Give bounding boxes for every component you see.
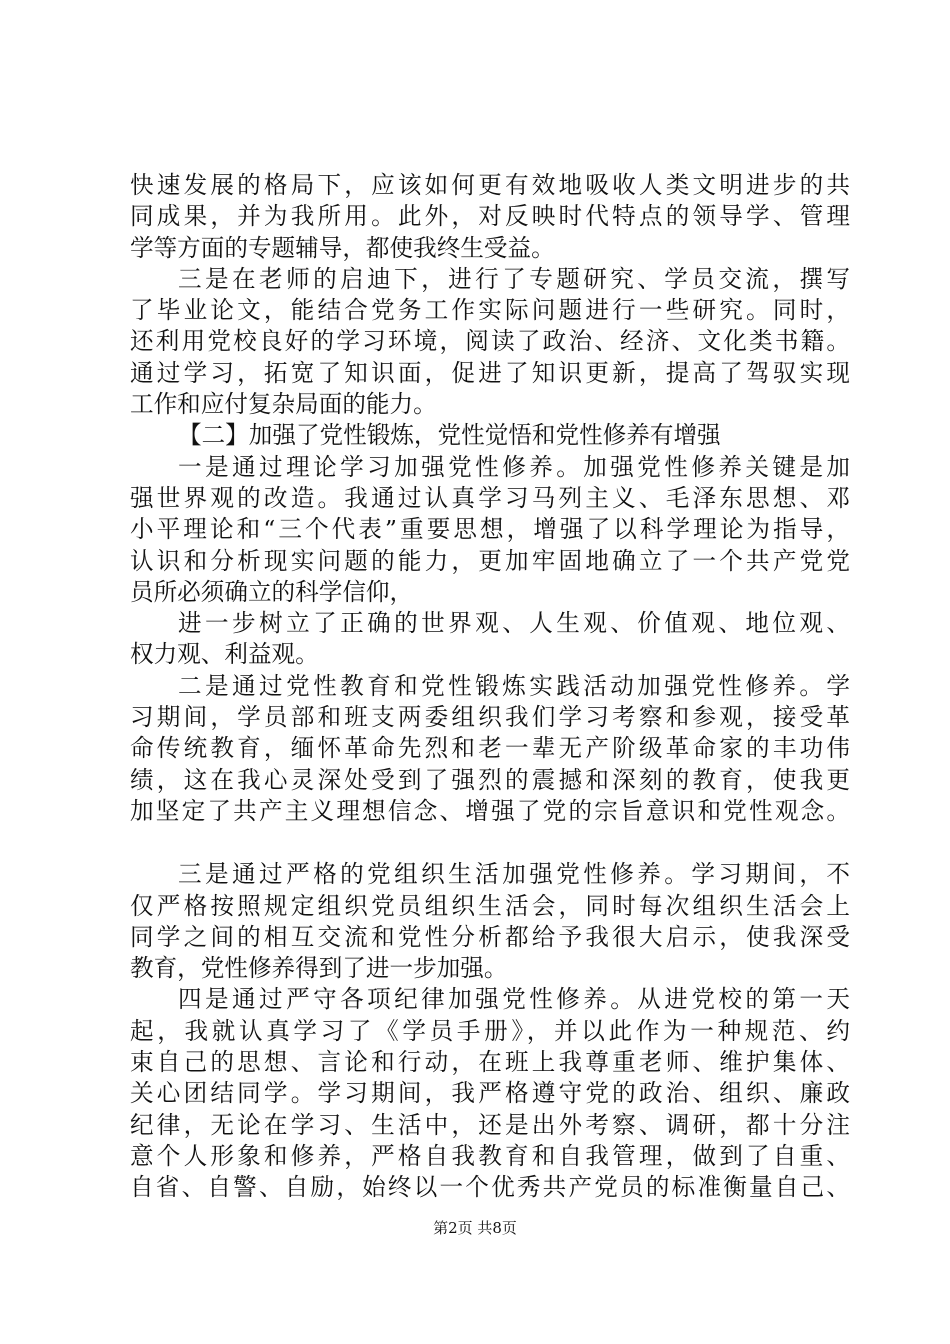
- text-line: 意个人形象和修养，严格自我教育和自我管理，做到了自重、: [130, 1141, 850, 1170]
- text-line: 权力观、利益观。: [130, 640, 319, 669]
- text-line: 进一步树立了正确的世界观、人生观、价值观、地位观、: [178, 609, 850, 638]
- page-number-footer: 第2页 共8页: [433, 1219, 517, 1237]
- text-line: 自省、自警、自励，始终以一个优秀共产党员的标准衡量自己、: [130, 1173, 850, 1202]
- text-line: 同学之间的相互交流和党性分析都给予我很大启示，使我深受: [130, 922, 850, 951]
- document-body: [130, 170, 850, 1204]
- text-line: 二是通过党性教育和党性锻炼实践活动加强党性修养。学: [178, 671, 850, 700]
- text-line: 一是通过理论学习加强党性修养。加强党性修养关键是加: [178, 452, 850, 481]
- text-line: 认识和分析现实问题的能力，更加牢固地确立了一个共产党党: [130, 546, 850, 575]
- text-line: 工作和应付复杂局面的能力。: [130, 390, 437, 419]
- text-line: 起，我就认真学习了《学员手册》，并以此作为一种规范、约: [130, 1016, 850, 1045]
- text-line: 加坚定了共产主义理想信念、增强了党的宗旨意识和党性观念。: [130, 796, 850, 825]
- text-line: 三是在老师的启迪下，进行了专题研究、学员交流，撰写: [178, 264, 850, 293]
- text-line: 束自己的思想、言论和行动，在班上我尊重老师、维护集体、: [130, 1048, 850, 1077]
- text-line: 仅严格按照规定组织党员组织生活会，同时每次组织生活会上: [130, 891, 850, 920]
- text-line: 了毕业论文，能结合党务工作实际问题进行一些研究。同时，: [130, 296, 850, 325]
- text-line: 小平理论和“三个代表”重要思想，增强了以科学理论为指导，: [130, 515, 850, 544]
- text-line: 学等方面的专题辅导，都使我终生受益。: [130, 233, 555, 262]
- text-line: 还利用党校良好的学习环境，阅读了政治、经济、文化类书籍。: [130, 327, 850, 356]
- text-line: 同成果，并为我所用。此外，对反映时代特点的领导学、管理: [130, 202, 850, 231]
- text-line: 教育，党性修养得到了进一步加强。: [130, 954, 508, 983]
- text-line: 强世界观的改造。我通过认真学习马列主义、毛泽东思想、邓: [130, 483, 850, 512]
- text-line: 员所必须确立的科学信仰，: [130, 577, 414, 606]
- section-heading: 【二】加强了党性锻炼，党性觉悟和党性修养有增强: [178, 421, 721, 450]
- text-line: 三是通过严格的党组织生活加强党性修养。学习期间，不: [178, 860, 850, 889]
- text-line: 关心团结同学。学习期间，我严格遵守党的政治、组织、廉政: [130, 1079, 850, 1108]
- text-line: 绩，这在我心灵深处受到了强烈的震撼和深刻的教育，使我更: [130, 765, 850, 794]
- text-line: 习期间，学员部和班支两委组织我们学习考察和参观，接受革: [130, 703, 850, 732]
- text-line: 快速发展的格局下，应该如何更有效地吸收人类文明进步的共: [130, 171, 850, 199]
- text-line: 通过学习，拓宽了知识面，促进了知识更新，提高了驾驭实现: [130, 358, 850, 387]
- text-line: 纪律，无论在学习、生活中，还是出外考察、调研，都十分注: [130, 1110, 850, 1139]
- text-line: 四是通过严守各项纪律加强党性修养。从进党校的第一天: [178, 985, 850, 1014]
- text-line: 命传统教育，缅怀革命先烈和老一辈无产阶级革命家的丰功伟: [130, 734, 850, 763]
